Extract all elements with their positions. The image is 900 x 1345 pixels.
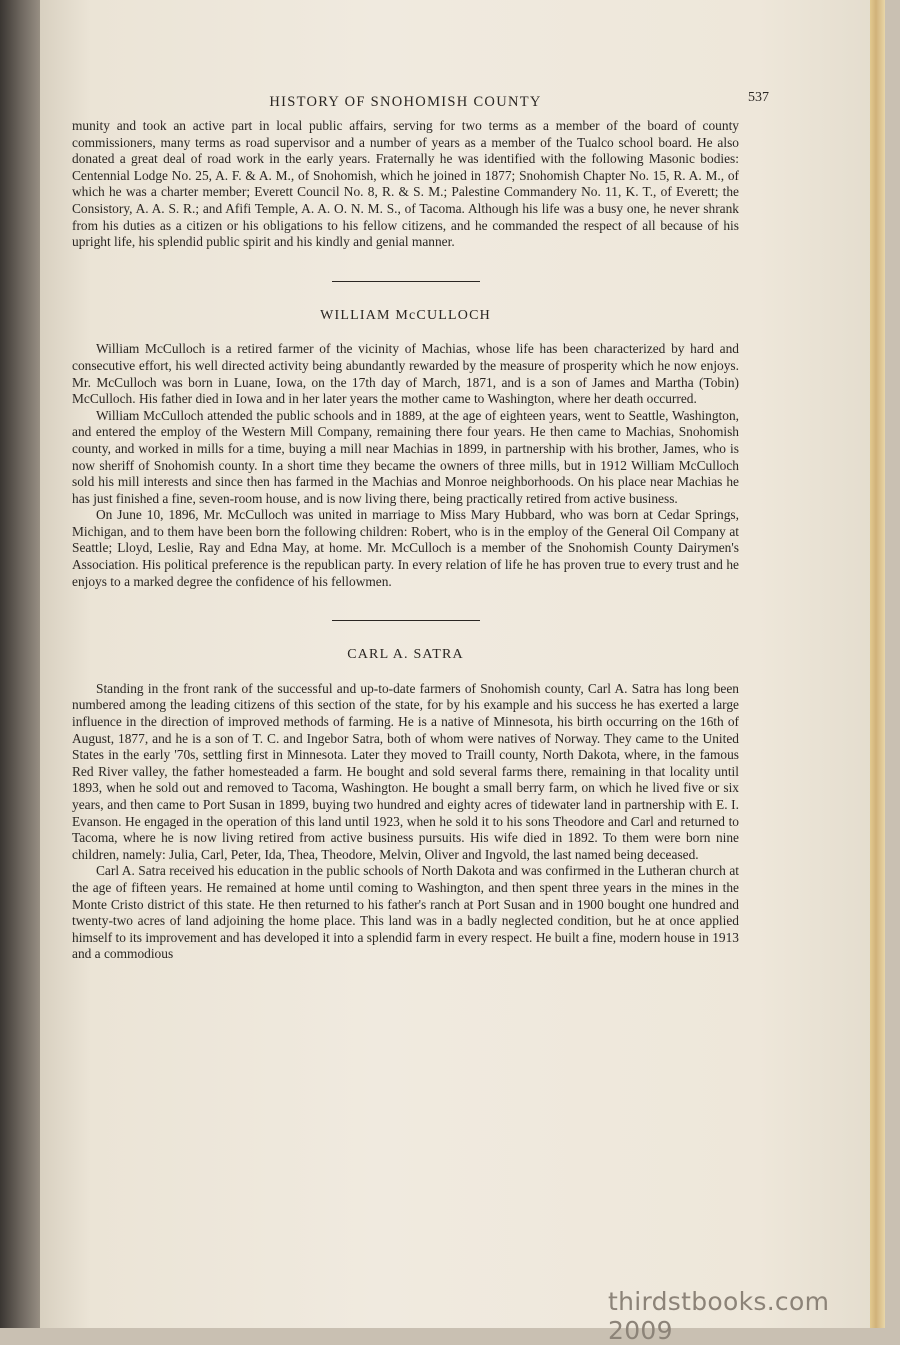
- continued-paragraph: munity and took an active part in local public affairs, serving for two terms as a member of the board of county commissioners, many terms as road supervisor and a number of years as a member of the Tualco school board. He also donated a great deal of road work in the early years. Fraternally he was identified with the following Masonic bodies: Centennial Lodge No. 25, A. F. & A. M., of Snohomish, which he joined in 1877; Snohomish Chapter No. 15, R. A. M., of which he was a charter member; Everett Council No. 8, R. & S. M.; Palestine Commandery No. 11, K. T., of Everett; the Consistory, A. A. S. R.; and Afifi Temple, A. A. O. N. M. S., of Tacoma. Although his life was a busy one, he never shrank from his duties as a citizen or his obligations to his fellow citizens, and he commanded the respect of all because of his upright life, his splendid public spirit and his kindly and genial manner.: [72, 118, 739, 250]
- section-heading-satra: CARL A. SATRA: [347, 647, 464, 663]
- section-divider: [332, 620, 480, 621]
- page-number: 537: [748, 90, 769, 105]
- body-paragraph: William McCulloch attended the public schools and in 1889, at the age of eighteen years, went to Seattle, Washington, and entered the employ of the Western Mill Company, remaining there four years. He then came to Machias, Snohomish county, and worked in mills for a time, buying a mill near Machias in 1899, in partnership with his brother, James, who is now sheriff of Snohomish county. In a short time they became the owners of three mills, but in 1912 William McCulloch sold his mill interests and since then has farmed in the Machias and Monroe neighborhoods. On his place near Machias he has just finished a fine, seven-room house, and is now living there, being practically retired from active business.: [72, 407, 739, 506]
- body-paragraph: William McCulloch is a retired farmer of the vicinity of Machias, whose life has been characterized by hard and consecutive effort, his well directed activity being abundantly rewarded by the measure of prosperity which he now enjoys. Mr. McCulloch was born in Luane, Iowa, on the 17th day of March, 1871, and is a son of James and Martha (Tobin) McCulloch. His father died in Iowa and in her later years the mother came to Washington, where her death occurred.: [72, 341, 739, 407]
- section-divider: [332, 281, 480, 282]
- body-paragraph: Carl A. Satra received his education in the public schools of North Dakota and was confirmed in the Lutheran church at the age of fifteen years. He remained at home until coming to Washington, and then spent three years in the mines in the Monte Cristo district of this state. He then returned to his father's ranch at Port Susan and in 1900 bought one hundred and twenty-two acres of land adjoining the home place. This land was in a badly neglected condition, but he at once applied himself to its improvement and has developed it into a splendid farm in every respect. He built a fine, modern house in 1913 and a commodious: [72, 863, 739, 962]
- watermark: thirdstbooks.com 2009: [608, 1287, 830, 1345]
- section-heading-mcculloch: WILLIAM McCULLOCH: [320, 307, 491, 323]
- body-paragraph: On June 10, 1896, Mr. McCulloch was united in marriage to Miss Mary Hubbard, who was born at Cedar Springs, Michigan, and to them have been born the following children: Robert, who is in the employ of the General Oil Company at Seattle; Lloyd, Leslie, Ray and Edna May, at home. Mr. McCulloch is a member of the Snohomish County Dairymen's Association. His political preference is the republican party. In every relation of life he has proven true to every trust and he enjoys to a marked degree the confidence of his fellowmen.: [72, 507, 739, 589]
- page-content: [72, 90, 769, 963]
- book-page: [40, 0, 885, 1328]
- page-edge: [870, 0, 885, 1328]
- running-title: HISTORY OF SNOHOMISH COUNTY: [269, 94, 542, 110]
- body-paragraph: Standing in the front rank of the successful and up-to-date farmers of Snohomish county, Carl A. Satra has long been numbered among the leading citizens of this section of the state, for by his example and his success he has exerted a large influence in the direction of improved methods of farming. He is a native of Minnesota, his birth occurring on the 16th of August, 1877, and he is a son of T. C. and Ingebor Satra, both of whom were natives of Norway. They came to the United States in the early '70s, settling first in Minnesota. Later they moved to Traill county, North Dakota, where, in the famous Red River valley, the father homesteaded a farm. He bought and sold several farms there, remaining in that locality until 1893, when he sold out and removed to Tacoma, Washington. He bought a small berry farm, on which he lived five or six years, and then came to Port Susan in 1899, buying two hundred and eighty acres of tidewater land in partnership with E. I. Evanson. He engaged in the operation of this land until 1923, when he sold it to his sons Theodore and Carl and returned to Tacoma, where he is now living retired from active business pursuits. His wife died in 1892. To them were born nine children, namely: Julia, Carl, Peter, Ida, Thea, Theodore, Melvin, Oliver and Ingvold, the last named being deceased.: [72, 680, 739, 862]
- running-header: [72, 90, 769, 118]
